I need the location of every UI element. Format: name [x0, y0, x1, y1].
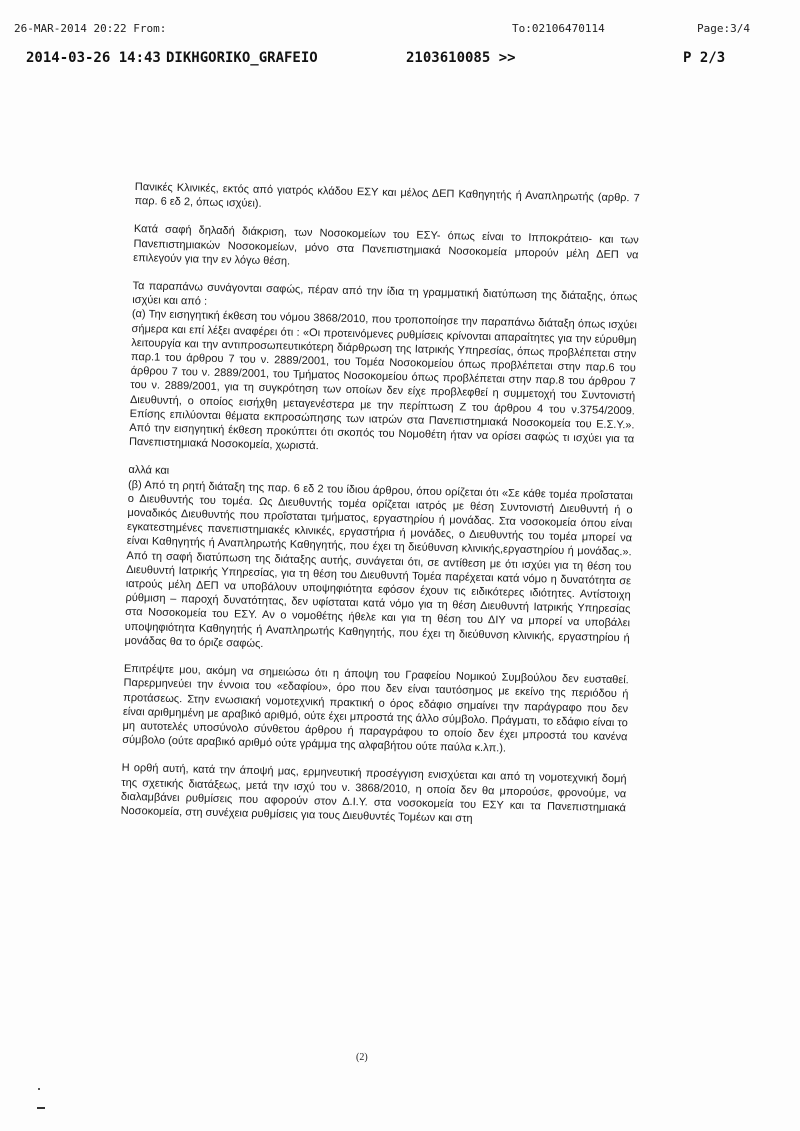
- paragraph-2: Κατά σαφή δηλαδή διάκριση, των Νοσοκομείων του ΕΣΥ- όπως είναι το Ιπποκράτειο- και των Πανεπιστημιακών Νοσοκομείων, μόνο στα Πανεπιστημιακά Νοσοκομεία μπορούν μέλη ΔΕΠ να επιλεγούν για την εν λόγω θέση.: [133, 223, 639, 268]
- sender-name: DIKHGORIKO_GRAFEIO: [166, 50, 318, 66]
- paragraph-3-intro: Τα παραπάνω συνάγονται σαφώς, πέραν από την ίδια τη γραμματική διατύπωση της διάταξης, όπως ισχύει και από :: [132, 279, 638, 308]
- paragraph-4-b: (β) Από τη ρητή διάταξη της παρ. 6 εδ 2 του ίδιου άρθρου, όπου ορίζεται ότι «Σε κάθε τομέα προΐσταται ο Διευθυντής του τομέα. Ως Διευθυντής τομέα ορίζεται ιατρός με θέση Συντονιστή Διευθυντή ή ο μοναδικός Διευθυντής που προΐσταται τμήματος, εργαστηρίου ή μονάδας. Στα νοσοκομεία όπου είναι εγκατεστημένες πανεπιστημιακές κλινικές, εργαστήρια ή μονάδες, ο Διευθυντής του τομέα μπορεί να είναι Καθηγητής ή Αναπληρωτής Καθηγητής, που έχει τη διεύθυνση κλινικής,εργαστηρίου ή μονάδας.». Από τη σαφή διατύπωση της διάταξης αυτής, συνάγεται ότι, σε αντίθεση με ότι ισχύει για τη θέση του Διευθυντή Ιατρικής Υπηρεσίας, για τη θέση του Διευθυντή Τομέα παρέχεται κατά νόμο η δυνατότητα σε ιατρούς μέλη ΔΕΠ να υποβάλουν υποψηφιότητα εφόσον έχουν τις ειδικότερες ιδιότητες. Αντίστοιχη ρύθμιση – παροχή δυνατότητας, δεν υφίσταται κατά νόμο για τη θέση Διευθυντή Ιατρικής Υπηρεσίας στα Νοσοκομεία του ΕΣΥ. Αν ο νομοθέτης ήθελε και για τη θέση του ΔΙΥ να μπορεί να υποβάλει υποψηφιότητα Καθηγητής ή Αναπληρωτής Καθηγητής, που έχει τη διεύθυνση κλινικής, εργαστηρίου ή μονάδας θα το όριζε σαφώς.: [124, 478, 634, 650]
- paragraph-5: Επιτρέψτε μου, ακόμη να σημειώσω ότι η άποψη του Γραφείου Νομικού Συμβούλου δεν ευσταθεί. Παρερμηνεύει την έννοια του «εδαφίου», όρο που δεν είναι ταυτόσημος με εκείνο της περιόδου ή προτάσεως. Στην ενωσιακή νομοτεχνική πρακτική ο όρος εδάφιο σημαίνει την παράγραφο που δεν είναι αριθμημένη με αραβικό αριθμό, ούτε έχει μπροστά της άλλο σύμβολο. Πράγματι, το εδάφιο είναι το μη αυτοτελές υποσύνολο σύνθετου άρθρου ή παραγράφου το οποίο δεν έχει μπροστά του κανένα σύμβολο (ούτε αραβικό αριθμό ούτε γράμμα της αλφαβήτου ούτε παύλα κ.λπ.).: [122, 662, 629, 755]
- paragraph-6: Η ορθή αυτή, κατά την άποψή μας, ερμηνευτική προσέγγιση ενισχύεται και από τη νομοτεχνική δομή της σχετικής διατάξεως, μετά την ισχύ του ν. 3868/2010, η οποία δεν θα μπορούσε, φρονούμε, να διαλαμβάνει ρυθμίσεις που αφορούν στον Δ.Ι.Υ. στα νοσοκομεία του ΕΣΥ και τα Πανεπιστημιακά Νοσοκομεία, στη συνέχεια ρυθμίσεις για τους Διευθυντές Τομέων και στη: [120, 762, 627, 825]
- fax-datetime: 26-MAR-2014 20:22 From:: [14, 22, 167, 35]
- document-body: [120, 180, 640, 843]
- scan-dash: [37, 1107, 45, 1109]
- paragraph-3-a: (α) Την εισηγητική έκθεση του νόμου 3868/2010, που τροποποίησε την παραπάνω διάταξη όπως ισχύει σήμερα και επί λέξει αναφέρει ότι : «Οι προτεινόμενες ρυθμίσεις κρίνονται απαραίτητες για την εύρυθμη λειτουργία και την αντιπροσωπευτικότερη διάρθρωση της Ιατρικής Υπηρεσίας, όπως προβλέπεται στην παρ.1 του άρθρου 7 του ν. 2889/2001, του Τομέα Νοσοκομείου όπως προβλέπεται στην παρ.6 του άρθρου 7 του ν. 2889/2001, του Τμήματος Νοσοκομείου όπως προβλέπεται στην παρ.8 του άρθρου 7 του ν. 2889/2001, για τη συγκρότηση των οποίων δεν είχε προβλεφθεί η συμμετοχή του Συντονιστή Διευθυντή, ο οποίος εισήχθη μεταγενέστερα με την περίπτωση Ζ του άρθρου 4 του ν.3754/2009. Επίσης επιλύονται θέματα εκπροσώπησης των ιατρών στα Πανεπιστημιακά Νοσοκομεία του Ε.Σ.Υ.». Από την εισηγητική έκθεση προκύπτει ότι σκοπός του Νομοθέτη ήταν να ορίσει σαφώς τι ισχύει για τα Πανεπιστημιακά Νοσοκομεία, χωριστά.: [128, 308, 637, 453]
- sender-page: P 2/3: [683, 50, 726, 66]
- sender-phone: 2103610085 >>: [406, 50, 516, 66]
- fax-page: Page:3/4: [697, 22, 750, 35]
- sender-header: [0, 0, 800, 70]
- fax-recipient: To:02106470114: [512, 22, 605, 35]
- scan-mark: [38, 1088, 40, 1090]
- sender-datetime: 2014-03-26 14:43: [26, 50, 161, 66]
- paragraph-1: Πανικές Κλινικές, εκτός από γιατρός κλάδου ΕΣΥ και μέλος ΔΕΠ Καθηγητής ή Αναπληρωτής (αρθρ. 7 παρ. 6 εδ 2, όπως ισχύει).: [134, 180, 640, 211]
- page-number: (2): [356, 1052, 368, 1063]
- paragraph-4-intro: αλλά και: [128, 464, 170, 478]
